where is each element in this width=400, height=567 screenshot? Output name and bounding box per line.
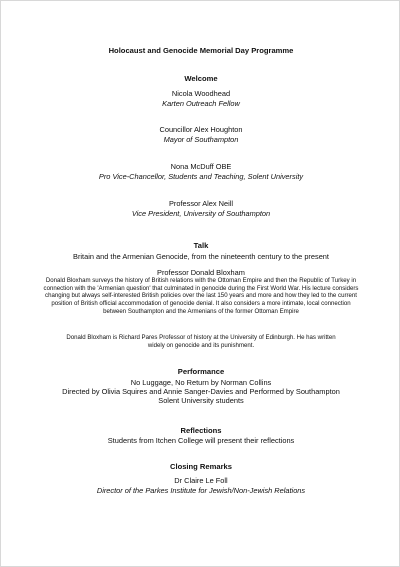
speaker-name: Professor Alex Neill xyxy=(168,199,234,208)
programme-title: Holocaust and Genocide Memorial Day Programme xyxy=(108,46,294,55)
performance-work: No Luggage, No Return by Norman Collins xyxy=(130,378,272,387)
talk-bio-text: Donald Bloxham is Richard Pares Professor of history at the University of Edinburgh. He has written widely on genocide and its punishment. xyxy=(66,334,336,349)
speaker-name: Nicola Woodhead xyxy=(171,89,231,98)
speaker-role: Mayor of Southampton xyxy=(163,135,239,144)
performance-credits: Directed by Olivia Squires and Annie Sanger-Davies and Performed by Southampton Solent University students xyxy=(62,387,340,406)
speaker-name: Councillor Alex Houghton xyxy=(159,125,243,134)
talk-bio xyxy=(61,334,341,349)
speaker-role: Vice President, University of Southampton xyxy=(131,209,271,218)
talk-speaker: Professor Donald Bloxham xyxy=(157,268,245,277)
talk-abstract-text: Donald Bloxham surveys the history of British relations with the Ottoman Empire and then the Republic of Turkey in connection with the 'Armenian question' that culminated in genocide during the First World War. His lecture considers changing but always self-interested British policies over the last 150 years and more and how they led to the current position of British official accommodation of genocide denial. It also considers a more intimate, local connection between Southampton and the Armenians of the former Ottoman Empire xyxy=(43,277,359,315)
reflections-heading: Reflections xyxy=(180,426,222,435)
performance-heading: Performance xyxy=(177,367,225,376)
talk-heading: Talk xyxy=(193,241,209,250)
talk-abstract xyxy=(41,277,361,315)
closing-role: Director of the Parkes Institute for Jewish/Non-Jewish Relations xyxy=(96,486,306,495)
closing-heading: Closing Remarks xyxy=(169,462,233,471)
speaker-name: Nona McDuff OBE xyxy=(170,162,232,171)
talk-subtitle: Britain and the Armenian Genocide, from the nineteenth century to the present xyxy=(73,252,329,261)
welcome-heading: Welcome xyxy=(184,74,218,83)
speaker-role: Karten Outreach Fellow xyxy=(162,99,240,108)
speaker-role: Pro Vice-Chancellor, Students and Teaching, Solent University xyxy=(98,172,304,181)
reflections-text: Students from Itchen College will present their reflections xyxy=(107,436,295,445)
closing-name: Dr Claire Le Foll xyxy=(174,476,228,485)
